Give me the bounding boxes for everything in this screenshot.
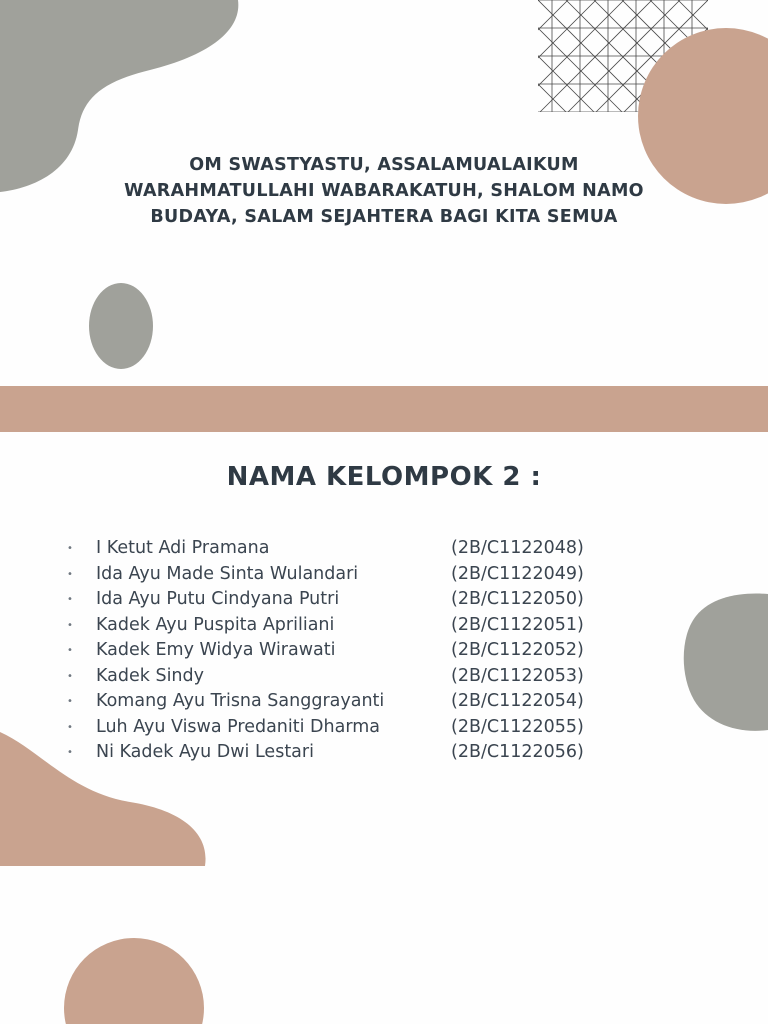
list-item [64, 536, 624, 562]
member-id: (2B/C1122053) [451, 665, 584, 686]
member-name: I Ketut Adi Pramana [96, 538, 270, 558]
greeting-heading [120, 152, 648, 230]
member-id: (2B/C1122055) [451, 716, 584, 737]
divider-band [0, 386, 768, 432]
tan-circle-top-right [638, 28, 768, 204]
member-id: (2B/C1122049) [451, 563, 584, 584]
bullet: • [67, 645, 73, 656]
tan-circle-bottom [64, 936, 204, 1024]
list-item [64, 613, 624, 639]
greeting-line-3: BUDAYA, SALAM SEJAHTERA BAGI KITA SEMUA [150, 207, 618, 227]
member-id: (2B/C1122048) [451, 538, 584, 558]
bullet: • [67, 594, 73, 605]
list-item [64, 638, 624, 664]
member-id: (2B/C1122050) [451, 589, 584, 609]
bullet: • [67, 721, 73, 733]
bullet: • [67, 670, 73, 682]
bullet: • [67, 696, 73, 707]
member-name: Ida Ayu Putu Cindyana Putri [96, 589, 340, 609]
list-item [64, 562, 624, 588]
members-title: NAMA KELOMPOK 2 : [226, 462, 542, 492]
bullet: • [67, 568, 73, 580]
bullet: • [67, 747, 73, 758]
bullet: • [67, 543, 73, 554]
member-name: Ni Kadek Ayu Dwi Lestari [96, 742, 314, 762]
member-name: Ida Ayu Made Sinta Wulandari [96, 563, 359, 584]
bullet: • [67, 619, 73, 631]
member-name: Luh Ayu Viswa Predaniti Dharma [96, 716, 380, 737]
gray-oval [89, 283, 153, 369]
member-name: Kadek Emy Widya Wirawati [96, 640, 336, 660]
gray-blob-right [682, 592, 768, 732]
greeting-line-2: WARAHMATULLAHI WABARAKATUH, SHALOM NAMO [124, 181, 644, 201]
member-list [64, 536, 624, 766]
list-item [64, 689, 624, 715]
list-item [64, 664, 624, 690]
list-item [64, 715, 624, 741]
member-id: (2B/C1122056) [451, 742, 584, 762]
list-item [64, 587, 624, 613]
member-id: (2B/C1122052) [451, 640, 584, 660]
member-id: (2B/C1122054) [451, 691, 584, 711]
member-id: (2B/C1122051) [451, 614, 584, 635]
member-name: Komang Ayu Trisna Sanggrayanti [96, 691, 385, 711]
member-name: Kadek Ayu Puspita Apriliani [96, 614, 335, 635]
list-item [64, 740, 624, 766]
member-name: Kadek Sindy [96, 665, 204, 686]
greeting-line-1: OM SWASTYASTU, ASSALAMUALAIKUM [189, 155, 579, 175]
